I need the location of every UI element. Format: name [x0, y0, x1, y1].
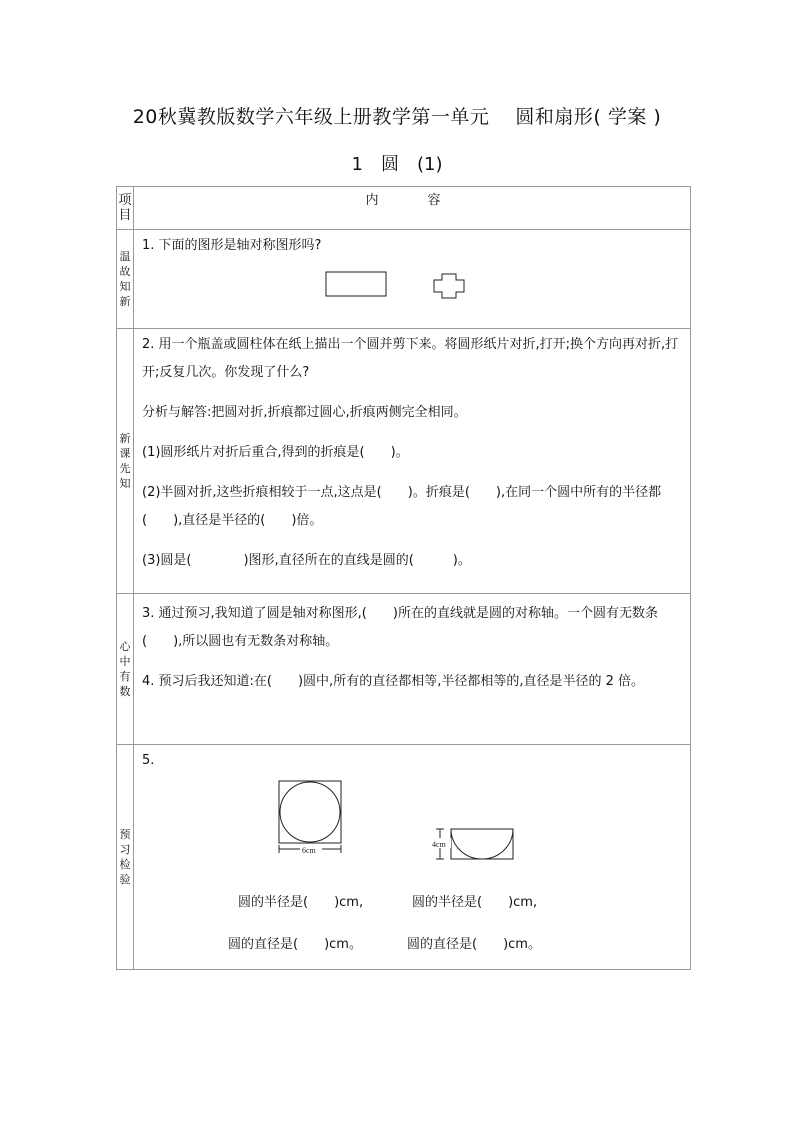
cross-shape — [434, 274, 464, 298]
row-label-understanding: 心中有数 — [119, 640, 131, 698]
question-1: 1. 下面的图形是轴对称图形吗? — [142, 238, 322, 253]
circle-figures — [142, 771, 682, 891]
answer-radius-2: 圆的半径是( )cm, — [412, 895, 538, 910]
symmetry-shapes-figure — [142, 260, 682, 310]
table-row-practice — [117, 745, 691, 970]
row-label-practice: 预习检验 — [119, 828, 131, 886]
table-row-check-understanding — [117, 594, 691, 745]
answers-area — [142, 895, 682, 965]
section-subtitle: 1 圆 (1) — [351, 154, 443, 175]
analysis-text: 分析与解答:把圆对折,折痕都过圆心,折痕两侧完全相同。 — [142, 405, 467, 420]
table-row-preview — [117, 329, 691, 594]
row-label-preview: 新课先知 — [119, 432, 131, 490]
header-item-cell: 项目 — [117, 187, 134, 230]
lesson-table — [116, 186, 691, 970]
answer-diameter-1: 圆的直径是( )cm。 — [228, 937, 362, 952]
rectangle-with-semicircle — [451, 829, 513, 859]
question-4: 4. 预习后我还知道:在( )圆中,所有的直径都相等,半径都相等的,直径是半径的 2 倍。 — [142, 674, 644, 689]
square-with-circle — [279, 781, 341, 843]
table-row-review — [117, 230, 691, 329]
question-2: 2. 用一个瓶盖或圆柱体在纸上描出一个圆并剪下来。将圆形纸片对折,打开;换个方向再对折,打开;反复几次。你发现了什么? — [142, 337, 679, 380]
semicircle — [451, 829, 513, 859]
document-title: 20秋冀教版数学六年级上册教学第一单元 圆和扇形( 学案 ) — [132, 106, 662, 128]
table-header-row — [117, 187, 691, 230]
answer-radius-1: 圆的半径是( )cm, — [238, 895, 364, 910]
question-2-part-1: (1)圆形纸片对折后重合,得到的折痕是( )。 — [142, 445, 409, 460]
question-3: 3. 通过预习,我知道了圆是轴对称图形,( )所在的直线就是圆的对称轴。一个圆有无数条( ),所以圆也有无数条对称轴。 — [142, 606, 658, 649]
question-2-part-3: (3)圆是( )图形,直径所在的直线是圆的( )。 — [142, 553, 471, 568]
question-5: 5. — [142, 753, 155, 768]
inscribed-circle — [280, 782, 340, 842]
header-content-cell: 内 容 — [134, 187, 691, 230]
figures-question-5 — [142, 775, 682, 895]
answer-diameter-2: 圆的直径是( )cm。 — [407, 937, 541, 952]
height-label: 4cm — [432, 840, 446, 849]
width-label: 6cm — [302, 846, 316, 855]
shape-figures — [142, 260, 682, 310]
question-2-part-2: (2)半圆对折,这些折痕相较于一点,这点是( )。折痕是( ),在同一个圆中所有的半径都( ),直径是半径的( )倍。 — [142, 485, 662, 528]
rectangle-shape — [326, 272, 386, 296]
row-label-review: 温故知新 — [119, 250, 131, 308]
